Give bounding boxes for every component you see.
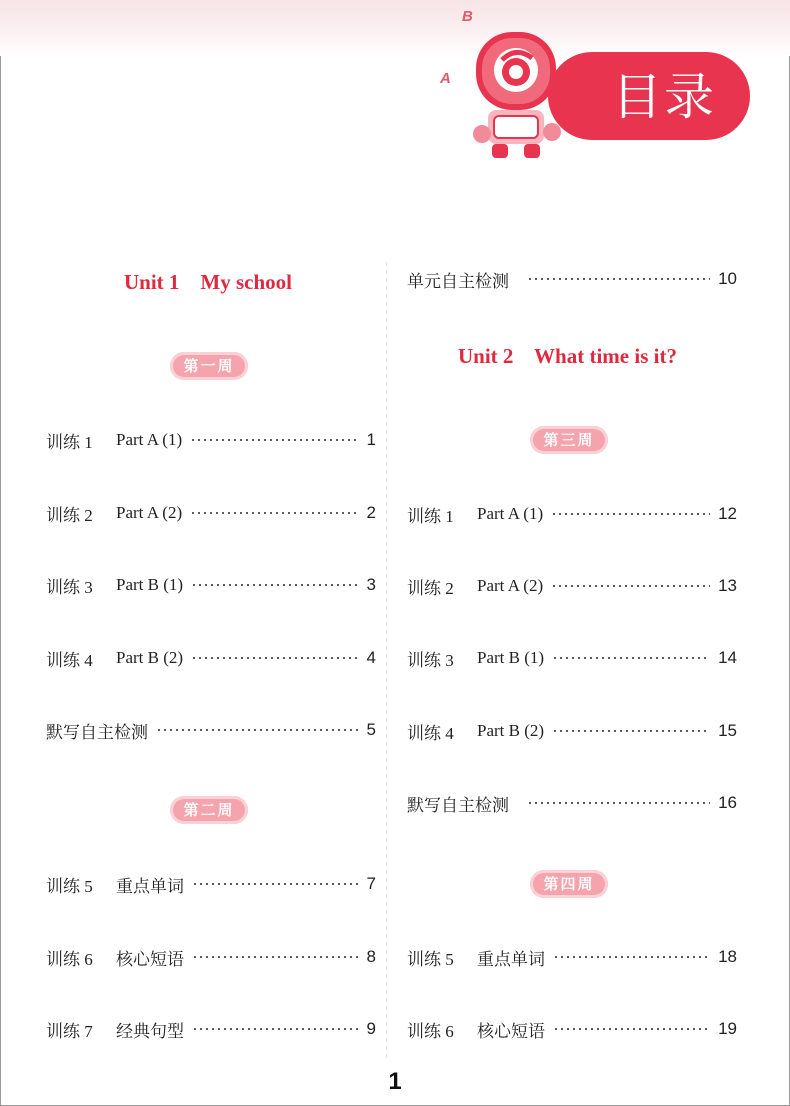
entry-prefix: 训练 7 [46, 1021, 93, 1041]
decor-letter-b: B [462, 8, 473, 25]
decor-letter-a: A [440, 70, 451, 87]
toc-entry[interactable] [407, 945, 737, 969]
leader-dots [192, 1028, 358, 1030]
week-1-badge: 第一周 [170, 352, 248, 380]
entry-label: Part B (2) [116, 648, 184, 667]
leader-dots [192, 883, 358, 885]
entry-label: Part B (1) [116, 575, 184, 594]
leader-dots [191, 657, 358, 659]
entry-label: 单元自主检测 [407, 271, 509, 291]
toc-entry[interactable] [46, 428, 376, 452]
page-number: 1 [388, 1068, 402, 1095]
entry-label: 核心短语 [477, 1021, 545, 1041]
toc-entry[interactable] [46, 1017, 376, 1041]
leader-dots [551, 585, 710, 587]
toc-entry[interactable] [46, 718, 376, 742]
toc-entry[interactable] [407, 1017, 737, 1041]
entry-prefix: 训练 3 [46, 577, 93, 597]
entry-prefix: 训练 1 [407, 506, 454, 526]
toc-entry[interactable] [46, 945, 376, 969]
entry-page: 14 [718, 648, 737, 667]
entry-prefix: 训练 4 [46, 650, 93, 670]
entry-page: 2 [366, 503, 376, 522]
toc-entry[interactable] [46, 573, 376, 597]
entry-label: 核心短语 [116, 949, 184, 969]
entry-prefix: 训练 3 [407, 650, 454, 670]
entry-page: 19 [718, 1019, 737, 1038]
entry-label: Part B (2) [477, 721, 545, 740]
entry-page: 10 [718, 269, 737, 288]
entry-prefix: 训练 5 [46, 876, 93, 896]
entry-page: 4 [366, 648, 376, 667]
leader-dots [551, 513, 710, 515]
entry-page: 3 [366, 575, 376, 594]
unit-1-title: Unit 1 My school [124, 270, 292, 294]
unit-2-title: Unit 2 What time is it? [458, 344, 677, 368]
leader-dots [552, 730, 710, 732]
entry-prefix: 训练 1 [46, 432, 93, 452]
entry-page: 18 [718, 947, 737, 966]
leader-dots [190, 439, 358, 441]
entry-label: 重点单词 [116, 876, 184, 896]
toc-entry[interactable] [46, 646, 376, 670]
entry-prefix: 训练 5 [407, 949, 454, 969]
entry-prefix: 训练 2 [46, 505, 93, 525]
entry-prefix: 训练 6 [46, 949, 93, 969]
leader-dots [190, 512, 358, 514]
column-divider [386, 262, 387, 1062]
toc-entry[interactable] [407, 719, 737, 743]
entry-label: Part A (2) [116, 503, 183, 522]
toc-entry[interactable] [46, 501, 376, 525]
leader-dots [552, 657, 710, 659]
entry-page: 5 [366, 720, 376, 739]
header-band [0, 0, 790, 56]
entry-page: 1 [366, 430, 376, 449]
entry-prefix: 训练 2 [407, 578, 454, 598]
leader-dots [553, 1028, 710, 1030]
entry-prefix: 训练 4 [407, 723, 454, 743]
leader-dots [527, 802, 710, 804]
entry-prefix: 训练 6 [407, 1021, 454, 1041]
entry-label: Part A (1) [477, 504, 544, 523]
leader-dots [553, 956, 710, 958]
toc-entry[interactable] [407, 267, 737, 291]
entry-page: 16 [718, 793, 737, 812]
toc-entry[interactable] [407, 791, 737, 815]
leader-dots [191, 584, 358, 586]
entry-page: 8 [366, 947, 376, 966]
entry-label: 默写自主检测 [407, 795, 509, 815]
entry-label: 重点单词 [477, 949, 545, 969]
entry-label: Part B (1) [477, 648, 545, 667]
leader-dots [156, 729, 358, 731]
entry-label: Part A (1) [116, 430, 183, 449]
week-2-badge: 第二周 [170, 796, 248, 824]
leader-dots [192, 956, 358, 958]
toc-entry[interactable] [407, 574, 737, 598]
toc-entry[interactable] [407, 646, 737, 670]
toc-entry[interactable] [46, 872, 376, 896]
entry-page: 15 [718, 721, 737, 740]
entry-label: Part A (2) [477, 576, 544, 595]
leader-dots [527, 278, 710, 280]
page-title: 目录 [612, 68, 716, 126]
week-3-badge: 第三周 [530, 426, 608, 454]
week-4-badge: 第四周 [530, 870, 608, 898]
entry-page: 9 [366, 1019, 376, 1038]
entry-label: 经典句型 [116, 1021, 184, 1041]
entry-page: 12 [718, 504, 737, 523]
entry-page: 13 [718, 576, 737, 595]
toc-entry[interactable] [407, 502, 737, 526]
entry-label: 默写自主检测 [46, 722, 148, 742]
entry-page: 7 [366, 874, 376, 893]
